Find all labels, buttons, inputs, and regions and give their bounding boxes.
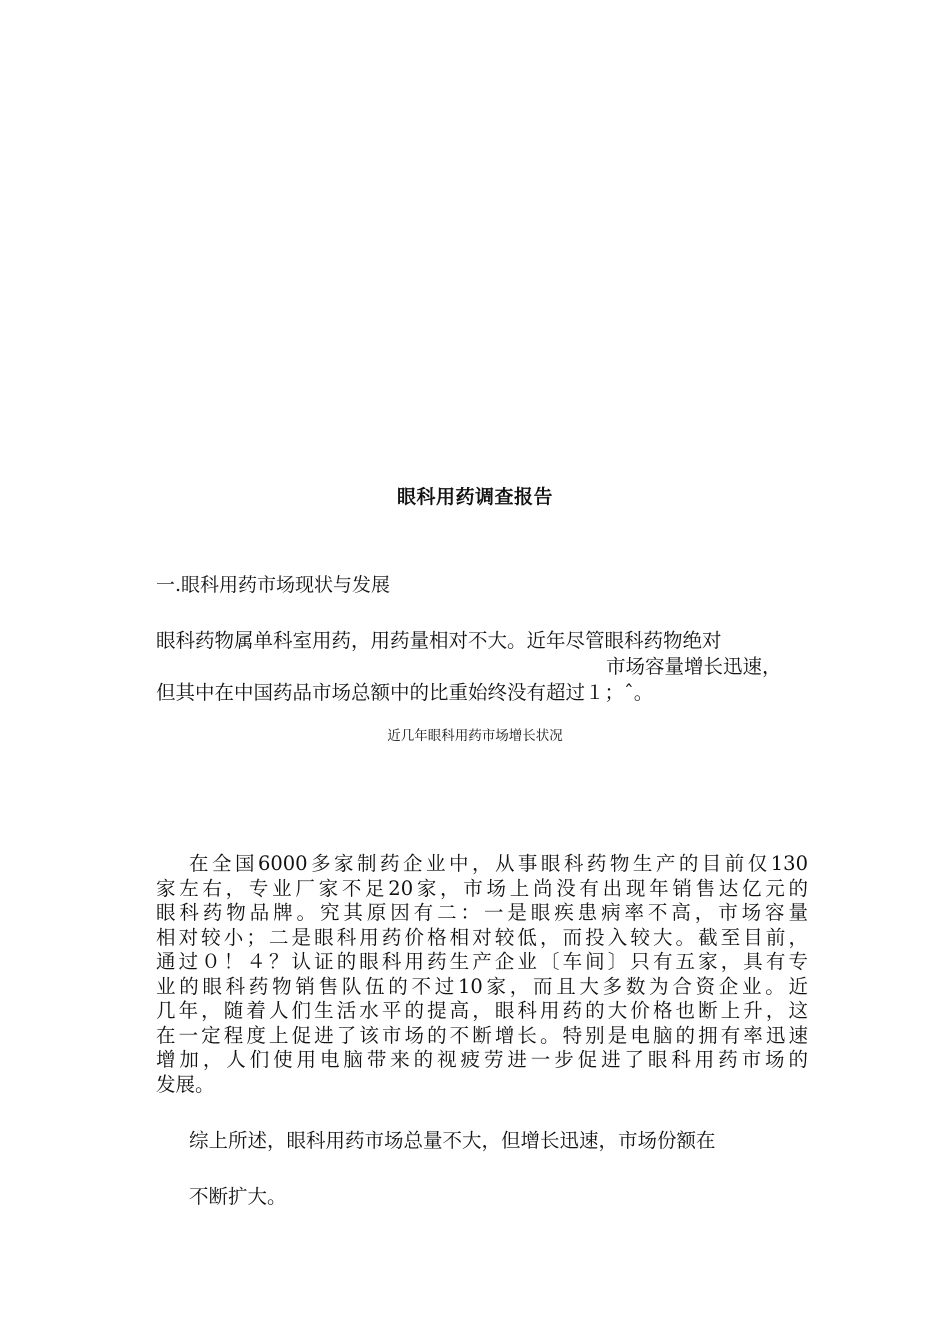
body-paragraph — [156, 852, 808, 1097]
body-line: 业的眼科药物销售队伍的不过10家，而且大多数为合资企业。近 — [156, 974, 808, 998]
body-line: 相对较小；二是眼科用药价格相对较低，而投入较大。截至目前， — [156, 925, 808, 949]
body-line: 通过０！４？认证的眼科用药生产企业〔车间〕只有五家，具有专 — [156, 950, 808, 973]
body-line: 家左右，专业厂家不足20家，市场上尚没有出现年销售达亿元的 — [156, 876, 808, 900]
body-line: 几年，随着人们生活水平的提高，眼科用药的大价格也断上升，这 — [156, 999, 808, 1022]
summary-line-1: 综上所述，眼科用药市场总量不大，但增长迅速，市场份额在 — [189, 1129, 716, 1152]
body-line: 在全国6000多家制药企业中，从事眼科药物生产的目前仅130 — [189, 852, 808, 875]
intro-line-3: 但其中在中国药品市场总额中的比重始终没有超过１；ˆ。 — [156, 681, 654, 704]
section-heading: 一.眼科用药市场现状与发展 — [156, 574, 391, 596]
intro-line-2: 市场容量增长迅速， — [606, 655, 782, 678]
chart-caption: 近几年眼科用药市场增长状况 — [387, 728, 563, 744]
intro-line-1: 眼科药物属单科室用药，用药量相对不大。近年尽管眼科药物绝对 — [156, 629, 722, 652]
document-title: 眼科用药调查报告 — [396, 486, 553, 508]
body-line: 增加，人们使用电脑带来的视疲劳进一步促进了眼科用药市场的 — [156, 1048, 808, 1071]
body-line: 眼科药物品牌。究其原因有二：一是眼疾患病率不高，市场容量 — [156, 901, 808, 924]
body-line: 在一定程度上促进了该市场的不断增长。特别是电脑的拥有率迅速 — [156, 1023, 808, 1047]
summary-line-2: 不断扩大。 — [189, 1185, 287, 1208]
body-line: 发展。 — [156, 1072, 215, 1096]
